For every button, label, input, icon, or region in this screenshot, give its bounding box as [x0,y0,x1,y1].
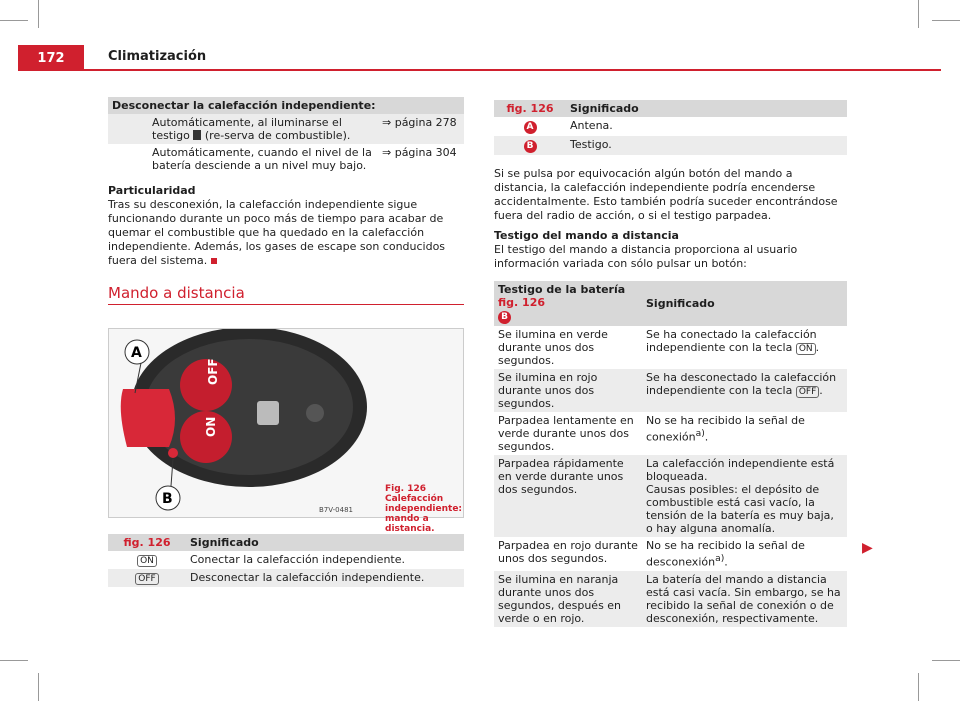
table-row [108,569,464,587]
crop-mark [38,673,39,701]
crop-mark [918,0,919,28]
meaning-text: Se ha desconectado la calefacción independiente con la tecla [646,371,837,397]
off-key: OFF [796,386,819,398]
table-row [494,571,847,627]
label-b-badge: B [498,311,511,324]
punct: . [724,555,728,569]
meaning-text: Se ha conectado la calefacción independiente con la tecla [646,328,817,354]
table-row [108,114,464,144]
state-text: Se ilumina en naranja durante unos dos segundos, después en verde o en rojo. [494,571,642,627]
particularidad-title: Particularidad [108,184,196,197]
col-header: Significado [642,281,847,326]
label-a-badge: A [524,121,537,134]
punct: . [704,430,709,444]
state-text: Se ilumina en verde durante unos dos segundos. [498,328,608,367]
figure-code: B7V-0481 [319,506,353,514]
buttons-table [108,534,464,587]
right-column [494,100,847,627]
crop-mark [0,20,28,21]
row-text: Antena. [570,119,613,132]
crop-mark [38,0,39,28]
table-row [494,455,847,537]
state-text: Parpadea rápidamente en verde durante unos dos segundos. [494,455,642,537]
col-header: Significado [186,534,464,551]
table-row [494,326,847,369]
section-title: Climatización [108,49,207,64]
row-text: (re-serva de combustible). [201,129,351,142]
section-rule [108,304,464,305]
off-table [108,97,464,174]
testigo-title: Testigo del mando a distancia [494,229,679,242]
state-text: Parpadea en rojo durante unos dos segundos. [498,539,638,565]
paragraph: Tras su desconexión, la calefacción independiente sigue funcionando durante un poco más de tiempo para acabar de quemar el combustible que ha quedado en la calefacción independiente. Además, los gases de escape son conducidos fuera del sistema. [108,198,446,267]
crop-mark [932,20,960,21]
col-header: fig. 126 [108,534,186,551]
paragraph: El testigo del mando a distancia proporciona al usuario información variada con sólo pulsar un botón: [494,243,798,270]
footnote-ref: a) [695,428,705,439]
off-key: OFF [135,573,158,585]
page-ref: ⇒ página 278 [378,114,464,144]
page-number: 172 [18,45,84,71]
crop-mark [932,660,960,661]
mando-title: Mando a distancia [108,284,245,302]
fig-ref: fig. 126 [498,296,545,309]
col-header: fig. 126 [494,100,566,117]
figure-caption: Fig. 126 Calefacción independiente: mando a distancia. [385,484,463,534]
table-row [108,551,464,569]
label-b-badge: B [524,140,537,153]
buttons-table-wrap [108,534,464,587]
table-row [494,412,847,455]
table-row [494,117,847,136]
punct: . [819,384,823,397]
table-row [494,537,847,571]
state-text: Se ilumina en rojo durante unos dos segundos. [494,369,642,412]
off-button: OFF [206,358,220,385]
row-text: Automáticamente, cuando el nivel de la batería desciende a un nivel muy bajo. [152,146,372,172]
on-button: ON [204,416,218,437]
meaning-text: La batería del mando a distancia está casi vacía. Sin embargo, se ha recibido la señal de conexión o de desconexión, respectivamente. [642,571,847,627]
crop-mark [0,660,28,661]
col-header [494,281,642,326]
parts-table [494,100,847,155]
punct: . [815,341,820,354]
on-key: ON [796,343,816,355]
on-key: ON [137,555,157,567]
table-row [494,369,847,412]
row-text: Automáticamente, al iluminarse el testigo [152,116,342,142]
meaning-text: La calefacción independiente está bloqueada. Causas posibles: el depósito de combustible está casi vacío, la tensión de la batería es muy baja, o hay alguna anomalía. [642,455,847,537]
crop-mark [918,673,919,701]
paragraph: Si se pulsa por equivocación algún botón del mando a distancia, la calefacción independiente podría encenderse accidentalmente. Esto también podría suceder encontrándose fuera del radio de acción, o si el testigo parpadea. [494,167,838,222]
end-mark-icon [211,258,217,264]
meaning-text: No se ha recibido la señal de desconexión [646,539,805,569]
label-a: A [131,345,142,361]
state-text: Parpadea lentamente en verde durante unos dos segundos. [498,414,634,453]
col-header: Significado [566,100,847,117]
meaning-text: No se ha recibido la señal de conexión [646,414,805,444]
col-header-text: Testigo de la batería [498,283,626,296]
footnote-ref: a) [715,553,725,564]
table-row [108,144,464,174]
continue-arrow-icon: ▶ [862,540,873,556]
status-table [494,281,847,627]
page-ref: ⇒ página 304 [382,146,457,159]
particularidad-text [108,198,464,268]
row-text: Testigo. [566,136,847,155]
row-text: Desconectar la calefacción independiente. [186,569,464,587]
left-column [108,97,464,305]
table-row [494,136,847,155]
off-table-header: Desconectar la calefacción independiente: [108,97,464,114]
header-rule [84,69,941,71]
row-text: Conectar la calefacción independiente. [190,553,405,566]
label-b: B [162,491,173,507]
